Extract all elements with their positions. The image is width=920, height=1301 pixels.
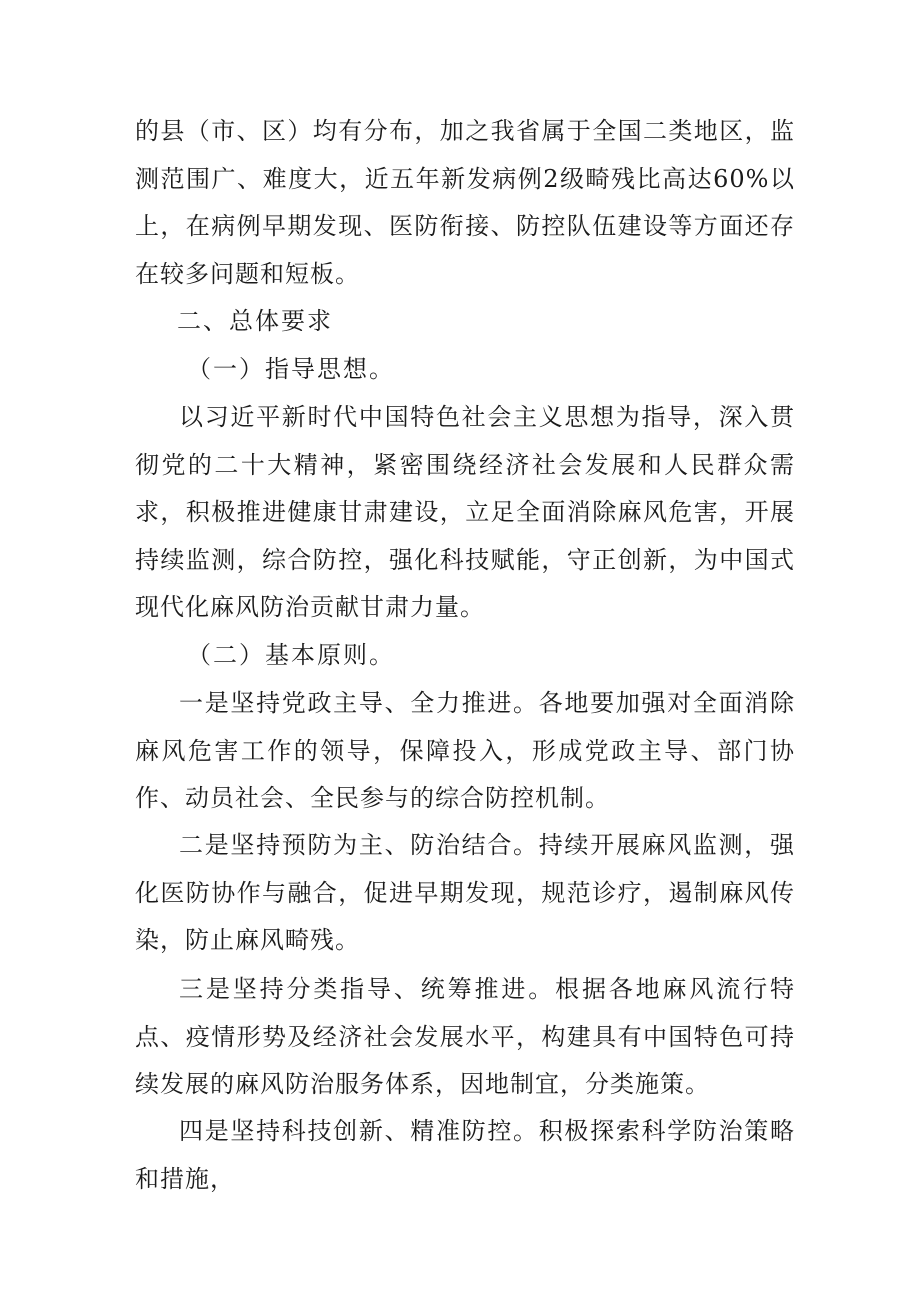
subsection-heading-basic-principles: （二）基本原则。 (187, 641, 395, 669)
paragraph-principle-4: 四是坚持科技创新、精准防控。积极探索科学防治策略和措施， (135, 1117, 795, 1193)
paragraph-principle-2: 二是坚持预防为主、防治结合。持续开展麻风监测，强化医防协作与融合，促进早期发现，规范诊疗，遏制麻风传染，防止麻风畸残。 (135, 831, 795, 954)
section-heading-general-requirements: 二、总体要求 (177, 307, 333, 335)
paragraph-continued: 的县（市、区）均有分布，加之我省属于全国二类地区，监测范围广、难度大，近五年新发病例2级畸残比高达60%以上，在病例早期发现、医防衔接、防控队伍建设等方面还存在较多问题和短板。 (135, 117, 795, 288)
subsection-heading-guiding-ideology: （一）指导思想。 (187, 355, 395, 383)
paragraph-principle-3: 三是坚持分类指导、统筹推进。根据各地麻风流行特点、疫情形势及经济社会发展水平，构建具有中国特色可持续发展的麻风防治服务体系，因地制宜，分类施策。 (135, 975, 795, 1098)
paragraph-guiding-ideology: 以习近平新时代中国特色社会主义思想为指导，深入贯彻党的二十大精神，紧密围绕经济社会发展和人民群众需求，积极推进健康甘肃建设，立足全面消除麻风危害，开展持续监测，综合防控，强化科技赋能，守正创新，为中国式现代化麻风防治贡献甘肃力量。 (135, 403, 795, 621)
paragraph-principle-1: 一是坚持党政主导、全力推进。各地要加强对全面消除麻风危害工作的领导，保障投入，形成党政主导、部门协作、动员社会、全民参与的综合防控机制。 (135, 689, 795, 812)
